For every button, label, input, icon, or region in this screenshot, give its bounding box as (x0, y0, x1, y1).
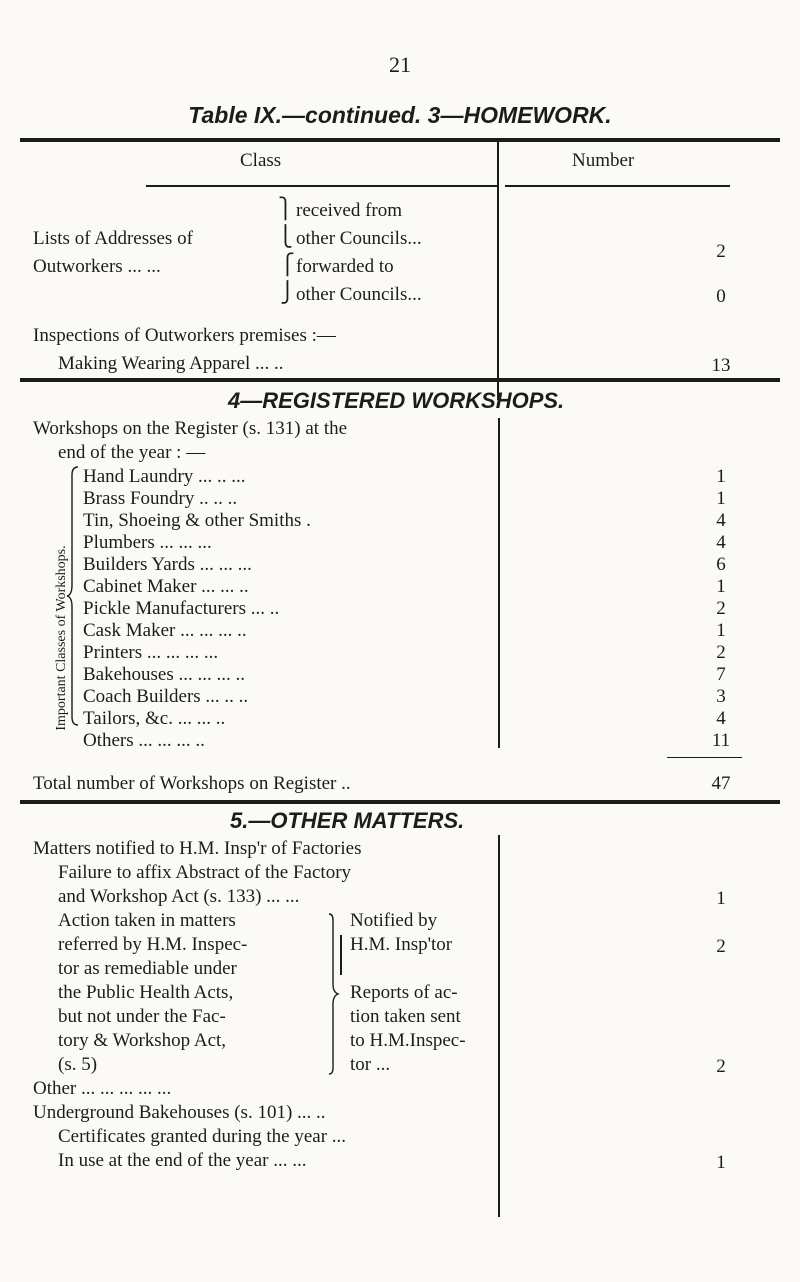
brace-forwarded: ⎧ (280, 254, 295, 276)
registered-column-divider (498, 418, 500, 748)
hm-insp-tor-label: H.M. Insp'tor (350, 934, 453, 955)
workshop-value-others: 11 (711, 730, 731, 751)
workshop-value-builders-yards: 6 (716, 554, 726, 575)
workshop-label-pickle-manufacturers: Pickle Manufacturers ... .. (83, 598, 280, 619)
workshops-intro-line1: Workshops on the Register (s. 131) at the (33, 418, 348, 439)
action-brace (328, 912, 340, 1076)
other-matters-heading: 5.—OTHER MATTERS. (230, 808, 465, 833)
action-taken-line-3: tor as remediable under (58, 958, 237, 979)
workshop-value-printers: 2 (716, 642, 726, 663)
brace-forwarded-other: ⎭ (280, 282, 295, 304)
action-taken-line-2: referred by H.M. Inspec- (58, 934, 248, 955)
workshop-value-coach-builders: 3 (716, 686, 726, 707)
reports-line-1: Reports of ac- (350, 982, 458, 1003)
important-classes-vertical-label: Important Classes of Workshops. (54, 545, 69, 731)
workshop-label-bakehouses: Bakehouses ... ... ... .. (83, 664, 246, 685)
workshop-value-cabinet-maker: 1 (716, 576, 726, 597)
workshop-value-brass-foundry: 1 (716, 488, 726, 509)
making-wearing-apparel-label: Making Wearing Apparel ... .. (58, 353, 284, 374)
other-label: Other ... ... ... ... ... (33, 1078, 172, 1099)
total-workshops-label: Total number of Workshops on Register .. (33, 773, 351, 794)
workshop-label-cabinet-maker: Cabinet Maker ... ... .. (83, 576, 249, 597)
workshop-value-plumbers: 4 (716, 532, 726, 553)
notified-by-label: Notified by (350, 910, 438, 931)
total-rule (667, 757, 742, 758)
page-number: 21 (389, 52, 411, 77)
brace-received: ⎫ (278, 198, 293, 220)
registered-workshops-heading: 4—REGISTERED WORKSHOPS. (228, 388, 565, 413)
workshop-label-printers: Printers ... ... ... ... (83, 642, 219, 663)
brace-other-councils: ⎩ (278, 226, 293, 248)
workshop-value-smiths: 4 (716, 510, 726, 531)
action-inner-divider (340, 935, 342, 975)
in-use-value: 1 (716, 1152, 726, 1173)
column-header-class: Class (240, 150, 282, 171)
workshop-value-tailors: 4 (716, 708, 726, 729)
section-rule-5 (20, 800, 780, 804)
workshop-label-cask-maker: Cask Maker ... ... ... .. (83, 620, 247, 641)
inspections-value: 13 (711, 355, 731, 376)
header-rule-right (505, 185, 730, 187)
reports-line-3: to H.M.Inspec- (350, 1030, 466, 1051)
workshop-value-cask-maker: 1 (716, 620, 726, 641)
action-taken-line-5: but not under the Fac- (58, 1006, 226, 1027)
received-other-councils-label: other Councils... (296, 228, 422, 249)
received-from-label: received from (296, 200, 403, 221)
column-header-number: Number (572, 150, 635, 171)
forwarded-value: 0 (716, 286, 726, 307)
failure-to-affix-label: Failure to affix Abstract of the Factory (58, 862, 352, 883)
reports-line-4: tor ... (350, 1054, 391, 1075)
workshop-label-smiths: Tin, Shoeing & other Smiths . (83, 510, 311, 531)
top-rule (20, 138, 780, 142)
action-taken-line-6: tory & Workshop Act, (58, 1030, 227, 1051)
workshop-label-plumbers: Plumbers ... ... ... (83, 532, 212, 553)
section-rule-4 (20, 378, 780, 382)
forwarded-other-councils-label: other Councils... (296, 284, 422, 305)
action-taken-line-4: the Public Health Acts, (58, 982, 234, 1003)
certificates-granted-label: Certificates granted during the year ... (58, 1126, 347, 1147)
action-taken-line-7: (s. 5) (58, 1054, 98, 1075)
in-use-label: In use at the end of the year ... ... (58, 1150, 307, 1171)
homework-column-divider (497, 142, 499, 400)
total-workshops-value: 47 (711, 773, 731, 794)
notified-value: 2 (716, 936, 726, 957)
failure-value: 1 (716, 888, 726, 909)
received-value: 2 (716, 241, 726, 262)
table-title: Table IX.—continued. 3—HOMEWORK. (188, 102, 612, 128)
reports-value: 2 (716, 1056, 726, 1077)
workshops-large-brace (66, 465, 80, 727)
inspections-label: Inspections of Outworkers premises :— (33, 325, 336, 346)
workshops-intro-line2: end of the year : — (58, 442, 206, 463)
workshop-label-others: Others ... ... ... .. (83, 730, 205, 751)
header-rule-left (146, 185, 498, 187)
workshop-label-brass-foundry: Brass Foundry .. .. .. (83, 488, 238, 509)
workshop-label-builders-yards: Builders Yards ... ... ... (83, 554, 252, 575)
outworkers-label: Outworkers ... ... (33, 256, 161, 277)
workshop-label-coach-builders: Coach Builders ... .. .. (83, 686, 249, 707)
other-column-divider (498, 835, 500, 1217)
forwarded-to-label: forwarded to (296, 256, 394, 277)
workshop-label-tailors: Tailors, &c. ... ... .. (83, 708, 226, 729)
workshop-value-pickle-manufacturers: 2 (716, 598, 726, 619)
workshop-value-bakehouses: 7 (716, 664, 726, 685)
lists-of-addresses-label: Lists of Addresses of (33, 228, 193, 249)
action-taken-line-1: Action taken in matters (58, 910, 236, 931)
workshop-value-hand-laundry: 1 (716, 466, 726, 487)
workshop-label-hand-laundry: Hand Laundry ... .. ... (83, 466, 246, 487)
factory-act-label: and Workshop Act (s. 133) ... ... (58, 886, 300, 907)
matters-notified-label: Matters notified to H.M. Insp'r of Factories (33, 838, 362, 859)
underground-bakehouses-label: Underground Bakehouses (s. 101) ... .. (33, 1102, 326, 1123)
reports-line-2: tion taken sent (350, 1006, 461, 1027)
